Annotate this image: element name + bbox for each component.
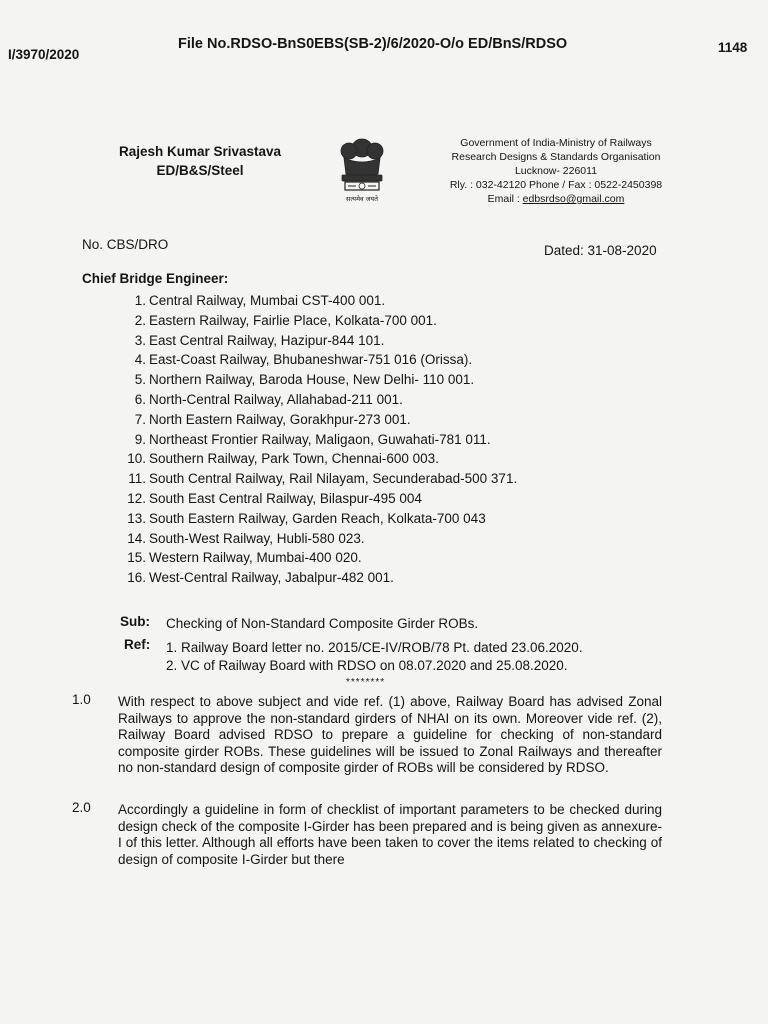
- list-item-text: South Eastern Railway, Garden Reach, Kolkata-700 043: [149, 510, 486, 526]
- list-item: [118, 291, 517, 311]
- subject-text: Checking of Non-Standard Composite Girder ROBs.: [166, 616, 479, 631]
- list-item: [118, 410, 517, 430]
- national-emblem: [332, 128, 392, 208]
- list-item-text: East Central Railway, Hazipur-844 101.: [149, 332, 385, 348]
- list-item: [118, 331, 517, 351]
- reference-item: 1. Railway Board letter no. 2015/CE-IV/ROB/78 Pt. dated 23.06.2020.: [166, 640, 583, 655]
- office-organisation: Research Designs & Standards Organisation: [451, 151, 661, 163]
- list-item-number: 14.: [127, 530, 146, 546]
- file-number: File No.RDSO-BnS0EBS(SB-2)/6/2020-O/o ED/BnS/RDSO: [178, 36, 568, 52]
- list-item-number: 6.: [134, 391, 146, 407]
- office-city: Lucknow- 226011: [514, 165, 598, 177]
- list-item-number: 11.: [128, 471, 146, 487]
- list-item-number: 4.: [134, 352, 146, 368]
- list-item-number: 3.: [134, 332, 146, 348]
- separator: ********: [346, 677, 386, 688]
- list-item: [118, 529, 517, 549]
- list-item-number: 10.: [127, 451, 146, 467]
- office-phone: Rly. : 032-42120 Phone / Fax : 0522-2450398: [449, 179, 663, 191]
- email-label: Email :: [487, 193, 523, 205]
- list-item-number: 5.: [134, 372, 146, 388]
- list-item-number: 1.: [134, 293, 146, 308]
- list-item-text: North-Central Railway, Allahabad-211 001.: [149, 391, 403, 407]
- letter-number: No. CBS/DRO: [82, 237, 169, 252]
- email-link[interactable]: edbsrdso@gmail.com: [522, 193, 625, 205]
- list-item-text: Eastern Railway, Fairlie Place, Kolkata-700 001.: [149, 312, 437, 328]
- reference-label: Ref:: [124, 637, 151, 652]
- list-item-text: Southern Railway, Park Town, Chennai-600 003.: [149, 451, 439, 467]
- diary-number: I/3970/2020: [8, 47, 80, 62]
- list-item-text: Central Railway, Mumbai CST-400 001.: [149, 293, 386, 308]
- list-item: [118, 489, 517, 509]
- paragraph-number: 2.0: [72, 800, 91, 815]
- subject-label: Sub:: [120, 614, 150, 629]
- paragraph-text: Accordingly a guideline in form of checklist of important parameters to be checked during design check of the composite I-Girder has been prepared and is being given as annexure-I of this letter. Although all efforts have been taken to cover the items related to checking of design of composite I-Girder but there: [118, 802, 662, 867]
- list-item-number: 12.: [127, 490, 146, 506]
- list-item: [118, 350, 517, 370]
- list-item-number: 13.: [127, 510, 146, 526]
- page-number: 1148: [718, 40, 748, 55]
- list-item: [118, 568, 517, 588]
- reference-list: [166, 639, 583, 675]
- list-item-number: 15.: [127, 550, 146, 566]
- list-item-text: West-Central Railway, Jabalpur-482 001.: [149, 570, 394, 586]
- sender-block: [80, 142, 320, 180]
- list-item-text: North Eastern Railway, Gorakhpur-273 001.: [149, 411, 411, 427]
- list-item: [118, 449, 517, 469]
- list-item-text: Western Railway, Mumbai-400 020.: [149, 550, 362, 566]
- reference-item: 2. VC of Railway Board with RDSO on 08.07.2020 and 25.08.2020.: [166, 658, 568, 673]
- office-ministry: Government of India-Ministry of Railways: [460, 137, 652, 149]
- paragraph-number: 1.0: [72, 692, 91, 707]
- sender-designation: ED/B&S/Steel: [156, 163, 244, 178]
- list-item-number: 7.: [134, 411, 146, 427]
- list-item-text: East-Coast Railway, Bhubaneshwar-751 016 (Orissa).: [149, 352, 473, 368]
- list-item-number: 9.: [134, 431, 146, 447]
- list-item-text: Northern Railway, Baroda House, New Delhi- 110 001.: [149, 372, 475, 388]
- list-item: [118, 469, 517, 489]
- list-item: [118, 548, 517, 568]
- list-item: [118, 430, 517, 450]
- list-item: [118, 370, 517, 390]
- addressee-heading: Chief Bridge Engineer:: [82, 271, 229, 286]
- list-item-number: 2.: [134, 312, 146, 328]
- address-list: [118, 291, 517, 588]
- office-address: [420, 136, 692, 206]
- list-item: [118, 390, 517, 410]
- sender-name: Rajesh Kumar Srivastava: [118, 144, 282, 159]
- list-item-text: South-West Railway, Hubli-580 023.: [149, 530, 365, 546]
- letter-date: Dated: 31-08-2020: [544, 243, 657, 258]
- list-item-text: South Central Railway, Rail Nilayam, Secunderabad-500 371.: [149, 471, 518, 487]
- emblem-motto: सत्यमेव जयते: [346, 195, 378, 203]
- list-item: [118, 509, 517, 529]
- list-item: [118, 311, 517, 331]
- list-item-text: Northeast Frontier Railway, Maligaon, Guwahati-781 011.: [149, 431, 491, 447]
- paragraph-text: With respect to above subject and vide ref. (1) above, Railway Board has advised Zonal Railways to approve the non-standard girders of NHAI on its own. Moreover vide ref. (2), Railway Board advised RDSO to prepare a guideline for checking of non-standard composite girder ROBs. These guidelines will be issued to Zonal Railways and thereafter no non-standard design of composite girder of ROBs will be considered by RDSO.: [118, 694, 662, 776]
- list-item-number: 16.: [127, 570, 146, 586]
- list-item-text: South East Central Railway, Bilaspur-495 004: [149, 490, 422, 506]
- office-email-line: [420, 192, 692, 206]
